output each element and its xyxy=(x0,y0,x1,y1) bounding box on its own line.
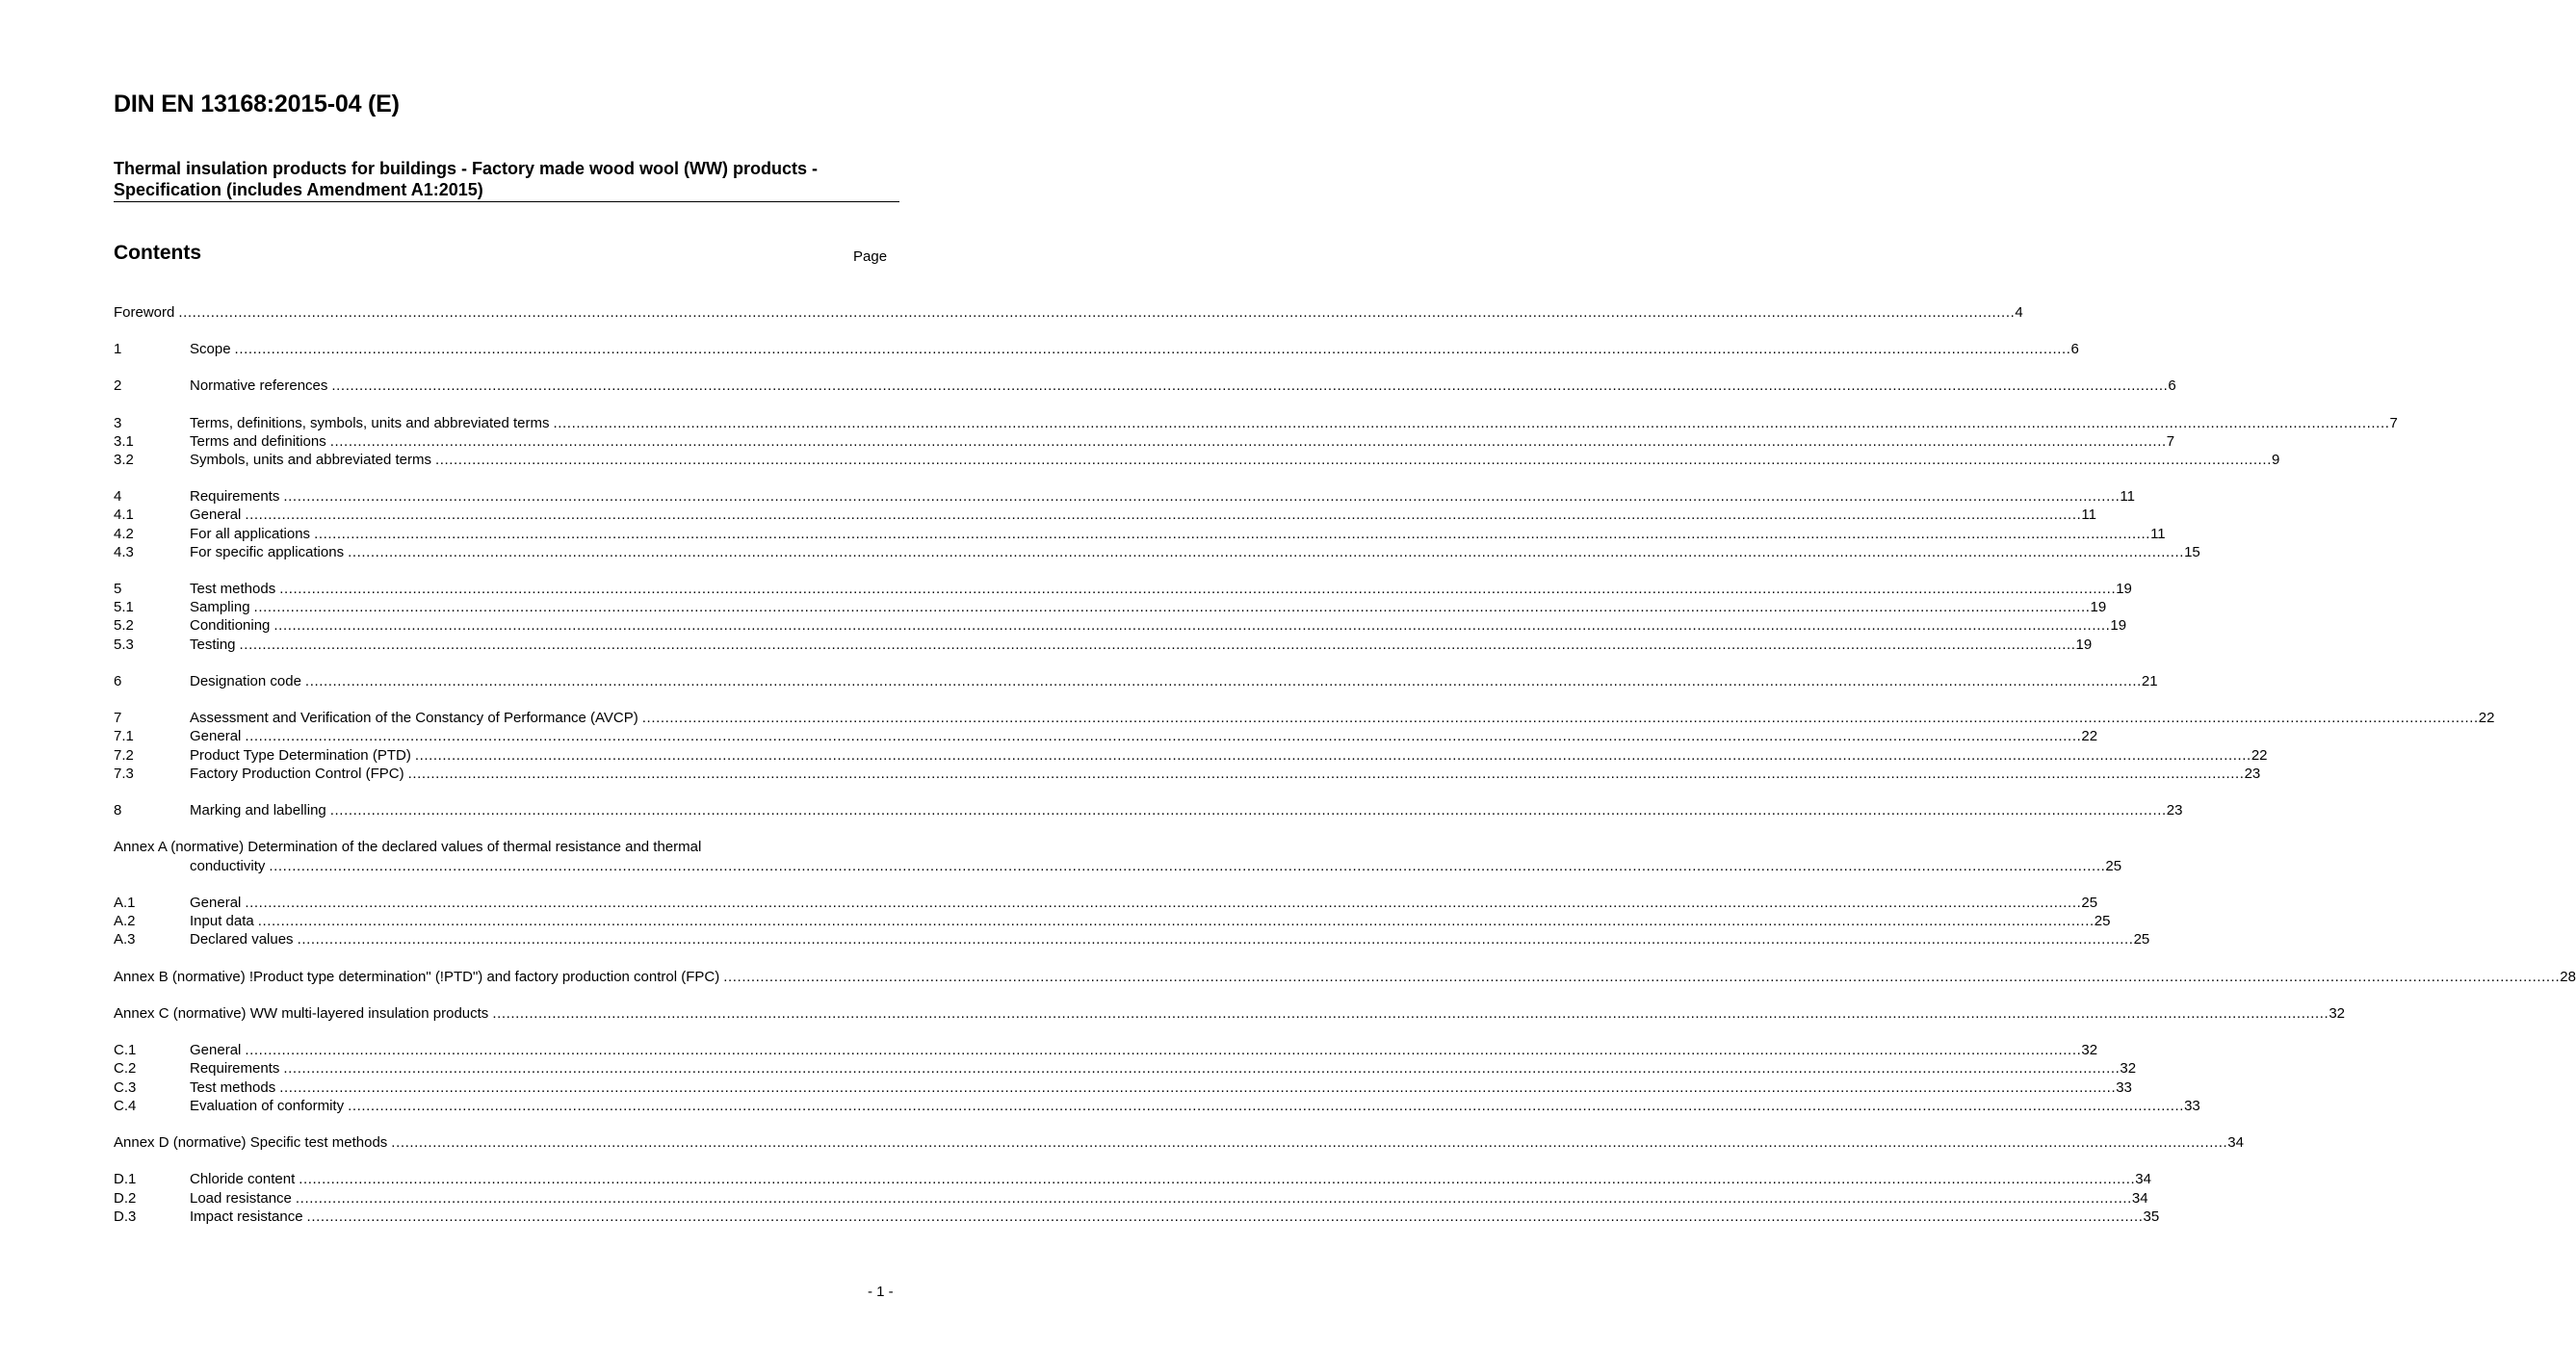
toc-dot-leader: ................................................................................................................................................................................................................................................................................................................................................................................................................ xyxy=(245,728,2082,744)
toc-entry-title: Scope xyxy=(190,341,231,357)
toc-entry-page: 19 xyxy=(2090,599,2107,615)
contents-heading: Contents xyxy=(114,242,201,264)
toc-entry[interactable] xyxy=(114,1189,2148,1208)
toc-entry-title: Annex D (normative) Specific test methods xyxy=(114,1134,388,1151)
toc-entry-title: General xyxy=(190,507,242,523)
toc-entry-page: 6 xyxy=(2168,377,2176,394)
toc-entry[interactable] xyxy=(114,525,2166,544)
toc-dot-leader: ................................................................................................................................................................................................................................................................................................................................................................................................................ xyxy=(331,377,2169,394)
toc-dot-leader: ................................................................................................................................................................................................................................................................................................................................................................................................................ xyxy=(295,1190,2132,1207)
toc-entry-title: Load resistance xyxy=(190,1190,292,1207)
toc-entry-title: Sampling xyxy=(190,599,250,615)
toc-entry-title: Test methods xyxy=(190,581,276,597)
toc-entry-number: A.2 xyxy=(114,913,136,929)
toc-entry[interactable] xyxy=(114,303,2023,323)
toc-entry-page: 34 xyxy=(2135,1171,2151,1187)
toc-entry[interactable] xyxy=(114,377,2176,396)
toc-entry-page: 22 xyxy=(2478,710,2495,726)
toc-entry-title: Requirements xyxy=(190,488,280,505)
toc-entry[interactable] xyxy=(114,912,2111,931)
toc-entry-title: Terms, definitions, symbols, units and abbreviated terms xyxy=(190,415,550,431)
toc-entry-title: Normative references xyxy=(190,377,328,394)
toc-entry[interactable] xyxy=(114,968,2576,987)
toc-entry-number: 4.3 xyxy=(114,544,134,560)
toc-entry-page: 22 xyxy=(2081,728,2098,744)
toc-entry-page: 9 xyxy=(2271,452,2280,468)
toc-dot-leader: ................................................................................................................................................................................................................................................................................................................................................................................................................ xyxy=(329,802,2167,818)
toc-entry-page: 33 xyxy=(2116,1079,2132,1096)
toc-dot-leader: ................................................................................................................................................................................................................................................................................................................................................................................................................ xyxy=(306,1208,2144,1225)
toc-entry-number: C.2 xyxy=(114,1060,137,1077)
toc-entry-number: 5 xyxy=(114,581,122,597)
toc-entry-page: 7 xyxy=(2389,415,2398,431)
toc-dot-leader: ................................................................................................................................................................................................................................................................................................................................................................................................................ xyxy=(299,1171,2136,1187)
toc-entry-page: 19 xyxy=(2110,617,2127,634)
page-number: - 1 - xyxy=(868,1284,894,1300)
toc-entry-page: 25 xyxy=(2094,913,2111,929)
toc-entry-number: 5.1 xyxy=(114,599,134,615)
toc-entry-number: 6 xyxy=(114,673,122,689)
toc-entry-number: 3 xyxy=(114,415,122,431)
toc-dot-leader: ................................................................................................................................................................................................................................................................................................................................................................................................................ xyxy=(245,895,2082,911)
toc-entry-page: 25 xyxy=(2133,931,2150,948)
toc-entry-title: Input data xyxy=(190,913,254,929)
toc-entry[interactable] xyxy=(114,672,2158,691)
toc-entry-title: Declared values xyxy=(190,931,294,948)
toc-entry-number: 5.2 xyxy=(114,617,134,634)
toc-entry[interactable] xyxy=(114,616,2127,636)
toc-entry-number: 7.3 xyxy=(114,766,134,782)
toc-dot-leader: ................................................................................................................................................................................................................................................................................................................................................................................................................ xyxy=(273,617,2111,634)
toc-entry-title: Factory Production Control (FPC) xyxy=(190,766,404,782)
toc-entry-title: Annex C (normative) WW multi-layered insulation products xyxy=(114,1005,489,1022)
toc-entry[interactable] xyxy=(114,1133,2244,1153)
toc-dot-leader: ................................................................................................................................................................................................................................................................................................................................................................................................................ xyxy=(297,931,2134,948)
toc-entry-title: Test methods xyxy=(190,1079,276,1096)
toc-entry-number: C.1 xyxy=(114,1042,137,1058)
toc-entry-number: A.3 xyxy=(114,931,136,948)
toc-entry-title: General xyxy=(190,728,242,744)
toc-dot-leader: ................................................................................................................................................................................................................................................................................................................................................................................................................ xyxy=(434,452,2272,468)
document-title xyxy=(114,158,899,202)
toc-dot-leader: ................................................................................................................................................................................................................................................................................................................................................................................................................ xyxy=(245,507,2082,523)
toc-entry-title: Product Type Determination (PTD) xyxy=(190,747,411,764)
toc-dot-leader: ................................................................................................................................................................................................................................................................................................................................................................................................................ xyxy=(329,433,2167,450)
toc-entry[interactable] xyxy=(114,1208,2160,1227)
toc-entry-page: 7 xyxy=(2166,433,2175,450)
toc-entry[interactable] xyxy=(114,543,2200,562)
toc-entry-title: Conditioning xyxy=(190,617,271,634)
toc-entry-number: 3.2 xyxy=(114,452,134,468)
toc-dot-leader: ................................................................................................................................................................................................................................................................................................................................................................................................................ xyxy=(414,747,2251,764)
toc-entry-page: 23 xyxy=(2166,802,2183,818)
toc-dot-leader: ................................................................................................................................................................................................................................................................................................................................................................................................................ xyxy=(279,581,2117,597)
toc-dot-leader: ................................................................................................................................................................................................................................................................................................................................................................................................................ xyxy=(279,1079,2117,1096)
toc-entry-number: C.3 xyxy=(114,1079,137,1096)
toc-entry-number: 1 xyxy=(114,341,122,357)
toc-entry-title: General xyxy=(190,895,242,911)
toc-entry-number: 2 xyxy=(114,377,122,394)
toc-entry-title: For all applications xyxy=(190,526,311,542)
toc-entry-title: Evaluation of conformity xyxy=(190,1098,345,1114)
toc-entry-page: 28 xyxy=(2560,969,2576,985)
toc-entry-page: 25 xyxy=(2105,858,2122,874)
toc-entry-number: 3.1 xyxy=(114,433,134,450)
toc-entry[interactable] xyxy=(114,709,2495,728)
toc-entry[interactable] xyxy=(114,801,2183,820)
toc-dot-leader: ................................................................................................................................................................................................................................................................................................................................................................................................................ xyxy=(553,415,2390,431)
toc-entry-title: Foreword xyxy=(114,304,175,321)
toc-entry[interactable] xyxy=(114,598,2107,617)
toc-entry-page: 35 xyxy=(2143,1208,2160,1225)
toc-entry-title: For specific applications xyxy=(190,544,345,560)
toc-entry-number: 8 xyxy=(114,802,122,818)
toc-entry-number: D.3 xyxy=(114,1208,137,1225)
toc-entry-title: Testing xyxy=(190,637,236,653)
toc-entry-page: 23 xyxy=(2244,766,2261,782)
toc-entry-page: 34 xyxy=(2131,1190,2148,1207)
document-title-line-1: Thermal insulation products for buildings - Factory made wood wool (WW) products - xyxy=(114,159,818,178)
toc-entry-page: 11 xyxy=(2081,507,2096,523)
toc-dot-leader: ................................................................................................................................................................................................................................................................................................................................................................................................................ xyxy=(269,858,2106,874)
toc-entry-page: 32 xyxy=(2081,1042,2098,1058)
toc-entry[interactable] xyxy=(114,451,2280,470)
toc-entry[interactable] xyxy=(114,1041,2098,1060)
toc-dot-leader: ................................................................................................................................................................................................................................................................................................................................................................................................................ xyxy=(314,526,2151,542)
toc-entry-page: 15 xyxy=(2184,544,2200,560)
toc-entry-title: Requirements xyxy=(190,1060,280,1077)
toc-dot-leader: ................................................................................................................................................................................................................................................................................................................................................................................................................ xyxy=(492,1005,2329,1022)
toc-entry-title: Assessment and Verification of the Constancy of Performance (AVCP) xyxy=(190,710,638,726)
toc-entry[interactable] xyxy=(114,894,2098,913)
toc-entry-number: D.1 xyxy=(114,1171,137,1187)
toc-entry[interactable] xyxy=(114,432,2175,452)
toc-dot-leader: ................................................................................................................................................................................................................................................................................................................................................................................................................ xyxy=(253,599,2091,615)
toc-entry[interactable] xyxy=(114,340,2079,359)
toc-entry-number: 7.1 xyxy=(114,728,134,744)
toc-entry-number: 7 xyxy=(114,710,122,726)
toc-entry-title: Terms and definitions xyxy=(190,433,326,450)
toc-dot-leader: ................................................................................................................................................................................................................................................................................................................................................................................................................ xyxy=(234,341,2071,357)
toc-entry-page: 33 xyxy=(2184,1098,2200,1114)
toc-entry-page: 4 xyxy=(2015,304,2023,321)
toc-entry[interactable] xyxy=(114,930,2150,949)
toc-entry-page: 32 xyxy=(2120,1060,2137,1077)
toc-dot-leader: ................................................................................................................................................................................................................................................................................................................................................................................................................ xyxy=(348,1098,2185,1114)
toc-entry-page: 11 xyxy=(2150,526,2166,542)
toc-entry-title: Impact resistance xyxy=(190,1208,303,1225)
toc-entry-number: 4.2 xyxy=(114,526,134,542)
toc-entry-title: General xyxy=(190,1042,242,1058)
page-column-label: Page xyxy=(853,248,888,265)
toc-entry-number: C.4 xyxy=(114,1098,137,1114)
toc-entry-page: 11 xyxy=(2120,488,2135,505)
toc-dot-leader: ................................................................................................................................................................................................................................................................................................................................................................................................................ xyxy=(407,766,2245,782)
toc-dot-leader: ................................................................................................................................................................................................................................................................................................................................................................................................................ xyxy=(304,673,2142,689)
toc-entry-title: Annex A (normative) Determination of the declared values of thermal resistance and thermal xyxy=(114,839,702,855)
toc-entry-title: Designation code xyxy=(190,673,301,689)
toc-entry[interactable] xyxy=(114,746,2268,766)
toc-entry-number: 7.2 xyxy=(114,747,134,764)
toc-entry[interactable] xyxy=(114,636,2093,655)
toc-entry[interactable] xyxy=(114,1097,2200,1116)
document-title-line-2: Specification (includes Amendment A1:2015) xyxy=(114,180,483,199)
toc-entry-page: 34 xyxy=(2227,1134,2244,1151)
toc-entry-page: 19 xyxy=(2116,581,2132,597)
toc-entry-page: 21 xyxy=(2141,673,2158,689)
toc-dot-leader: ................................................................................................................................................................................................................................................................................................................................................................................................................ xyxy=(391,1134,2228,1151)
toc-entry-page: 25 xyxy=(2081,895,2098,911)
toc-entry[interactable] xyxy=(114,765,2261,784)
toc-entry[interactable] xyxy=(114,1004,2345,1024)
toc-dot-leader: ................................................................................................................................................................................................................................................................................................................................................................................................................ xyxy=(283,488,2121,505)
toc-entry-number: A.1 xyxy=(114,895,136,911)
toc-dot-leader: ................................................................................................................................................................................................................................................................................................................................................................................................................ xyxy=(283,1060,2121,1077)
document-id: DIN EN 13168:2015-04 (E) xyxy=(114,91,400,117)
toc-entry-page: 22 xyxy=(2251,747,2268,764)
toc-entry-number: D.2 xyxy=(114,1190,137,1207)
toc-entry-number: 5.3 xyxy=(114,637,134,653)
toc-entry[interactable] xyxy=(114,1059,2137,1078)
toc-entry[interactable] xyxy=(114,838,2122,876)
toc-dot-leader: ................................................................................................................................................................................................................................................................................................................................................................................................................ xyxy=(348,544,2185,560)
toc-entry-number: 4.1 xyxy=(114,507,134,523)
toc-entry[interactable] xyxy=(114,727,2098,746)
toc-entry-title: Annex B (normative) !Product type determination" (!PTD") and factory production control (FPC) xyxy=(114,969,720,985)
toc-entry[interactable] xyxy=(114,1078,2132,1098)
toc-dot-leader: ................................................................................................................................................................................................................................................................................................................................................................................................................ xyxy=(257,913,2095,929)
toc-entry-page: 32 xyxy=(2329,1005,2345,1022)
toc-entry[interactable] xyxy=(114,1170,2151,1189)
toc-entry[interactable] xyxy=(114,414,2398,433)
toc-entry[interactable] xyxy=(114,487,2135,507)
toc-dot-leader: ................................................................................................................................................................................................................................................................................................................................................................................................................ xyxy=(641,710,2479,726)
toc-entry-page: 6 xyxy=(2070,341,2079,357)
toc-dot-leader: ................................................................................................................................................................................................................................................................................................................................................................................................................ xyxy=(723,969,2561,985)
toc-entry-page: 19 xyxy=(2075,637,2093,653)
toc-entry[interactable] xyxy=(114,506,2096,525)
toc-dot-leader: ................................................................................................................................................................................................................................................................................................................................................................................................................ xyxy=(245,1042,2082,1058)
toc-entry-title-continued: conductivity xyxy=(190,858,266,874)
toc-dot-leader: ................................................................................................................................................................................................................................................................................................................................................................................................................ xyxy=(239,637,2076,653)
toc-entry-title: Marking and labelling xyxy=(190,802,326,818)
toc-entry-title: Chloride content xyxy=(190,1171,296,1187)
toc-entry[interactable] xyxy=(114,580,2132,599)
toc-entry-number: 4 xyxy=(114,488,122,505)
toc-dot-leader: ................................................................................................................................................................................................................................................................................................................................................................................................................ xyxy=(178,304,2016,321)
toc-entry-title: Symbols, units and abbreviated terms xyxy=(190,452,431,468)
